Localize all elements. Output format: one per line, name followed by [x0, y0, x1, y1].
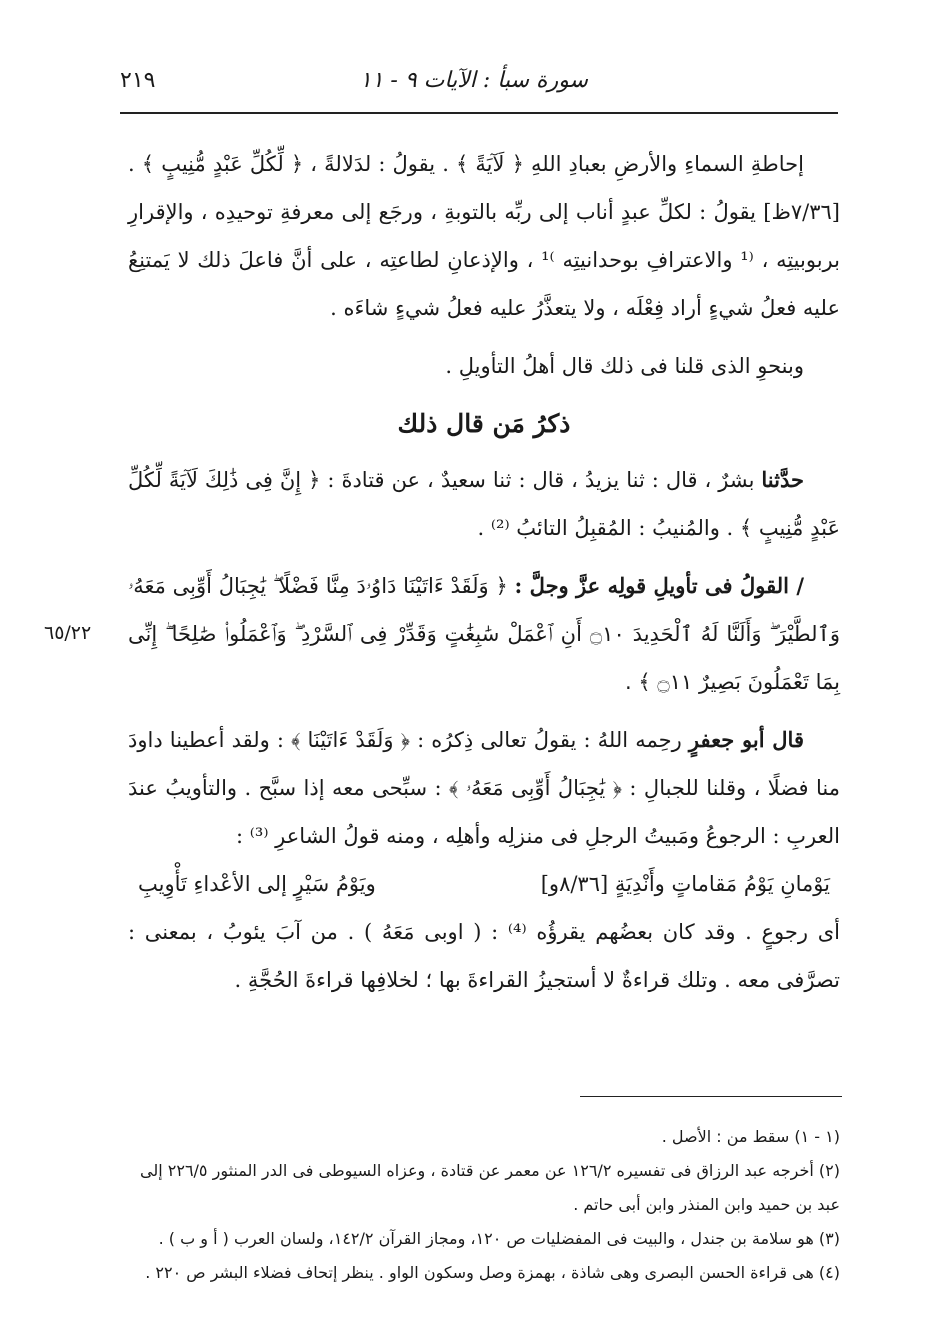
main-text — [128, 140, 840, 1004]
paragraph-6: أى رجوعٍ . وقد كان بعضُهم يقرؤُه ⁽⁴⁾ : ( اوبى مَعَهُ ) . من آبَ يئوبُ ، بمعنى : تصرَّفى معه . وتلك قراءةٌ لا أستجيزُ القراءةَ بها ؛ لخلافِها قراءةَ الحُجَّةِ . — [128, 920, 840, 992]
footnote-4: (٤) هى قراءة الحسن البصرى وهى شاذة ، بهمزة وصل وسكون الواو . ينظر إتحاف فضلاء البشر ص ٢٢٠ . — [145, 1263, 840, 1282]
spacer — [128, 706, 840, 716]
quran-verse: ﴿ وَلَقَدْ ءَاتَيْنَا دَاوُۥدَ مِنَّا فَضْلًا ۖ يَٰجِبَالُ أَوِّبِى مَعَهُۥ وَٱلطَّيْرَ ۖ وَأَلَنَّا لَهُ ٱلْحَدِيدَ ۝١٠ أَنِ ٱعْمَلْ سَٰبِغَٰتٍ وَقَدِّرْ فِى ٱلسَّرْدِ ۖ وَٱعْمَلُوا۟ صَٰلِحًا ۖ إِنِّى بِمَا تَعْمَلُونَ بَصِيرٌ ۝١١ ﴾ . — [128, 574, 840, 694]
paragraph-2: وبنحوِ الذى قلنا فى ذلك قال أهلُ التأويلِ . — [445, 354, 804, 378]
spacer — [128, 332, 840, 342]
paragraph-3 — [128, 456, 840, 552]
footnote-2: (٢) أخرجه عبد الرزاق فى تفسيره ١٢٦/٢ عن معمر عن قتادة ، وعزاه السيوطى فى الدر المنثور ٢٢٦/٥ إلى — [140, 1161, 840, 1180]
running-title: سورة سبأ : الآيات ٩ - ١١ — [359, 68, 588, 93]
footnotes — [128, 1120, 840, 1290]
footnote-rule — [580, 1096, 842, 1097]
paragraph-1: إحاطةِ السماءِ والأرضِ بعبادِ اللهِ ﴿ لَآيَةً ﴾ . يقولُ : لدَلالةً ، ﴿ لِّكُلِّ عَبْدٍ مُّنِيبٍ ﴾ . [٧/٣٦ظ] يقولُ : لكلِّ عبدٍ أناب إلى ربِّه بالتوبةِ ، ورجَع إلى معرفةِ توحيدِه ، والإقرارِ بربوبيتِه ، ⁽¹ والاعترافِ بوحدانيتِه ⁾¹ ، والإذعانِ لطاعتِه ، على أنَّ فاعلَ ذلك لا يَمتنِعُ عليه فعلُ شيءٍ أراد فِعْلَه ، ولا يتعذَّرُ عليه فعلُ شيءٍ شاءَه . — [128, 152, 840, 320]
header-rule — [120, 112, 838, 114]
page-header — [120, 62, 838, 102]
margin-reference: ٦٥/٢٢ — [44, 622, 92, 644]
paragraph-3-lead: حدَّثنا — [761, 467, 804, 492]
poem-hemistich-left: ويَوْمُ سَيْرٍ إلى الأعْداءِ تَأْوِيبِ — [138, 872, 376, 896]
paragraph-5-text: رحِمه اللهُ : يقولُ تعالى ذِكرُه : ﴿ وَلَقَدْ ءَاتَيْنَا ﴾ : ولقد أعطينا داودَ منا فضلًا ، وقلنا للجبالِ : ﴿ يَٰجِبَالُ أَوِّبِى مَعَهُۥ ﴾ : سبِّحى معه إذا سبَّح . والتأويبُ عندَ العربِ : الرجوعُ ومَبيتُ الرجلِ فى منزلِه وأهلِه ، ومنه قولُ الشاعرِ ⁽³⁾ : — [128, 728, 840, 848]
footnote-3: (٣) هو سلامة بن جندل ، والبيت فى المفضليات ص ١٢٠، ومجاز القرآن ١٤٢/٢، ولسان العرب ( أ و ب ) . — [158, 1229, 840, 1248]
footnote-2-continued: عبد بن حميد وابن المنذر وابن أبى حاتم . — [573, 1195, 840, 1214]
footnote-1: (١ - ١) سقط من : الأصل . — [661, 1127, 840, 1146]
poem-verse — [128, 860, 840, 908]
poem-hemistich-right: يَوْمانِ يَوْمُ مَقاماتٍ وأَنْدِيَةٍ [٨/٣٦و] — [540, 872, 830, 896]
page-number: ٢١٩ — [120, 68, 156, 93]
spacer — [128, 552, 840, 562]
section-heading: ذكرُ مَن قال ذلك — [397, 409, 571, 438]
paragraph-5 — [128, 716, 840, 860]
paragraph-3-text: بشرٌ ، قال : ثنا يزيدُ ، قال : ثنا سعيدٌ ، عن قتادةَ : ﴿ إِنَّ فِى ذَٰلِكَ لَآيَةً لِّكُلِّ عَبْدٍ مُّنِيبٍ ﴾ . والمُنيبُ : المُقبِلُ التائبُ ⁽²⁾ . — [128, 468, 840, 540]
paragraph-4-lead: / القولُ فى تأويلِ قولِه عزَّ وجلَّ : — [514, 573, 804, 598]
paragraph-5-lead: قال أبو جعفرٍ — [688, 727, 804, 752]
paragraph-4 — [128, 562, 840, 706]
